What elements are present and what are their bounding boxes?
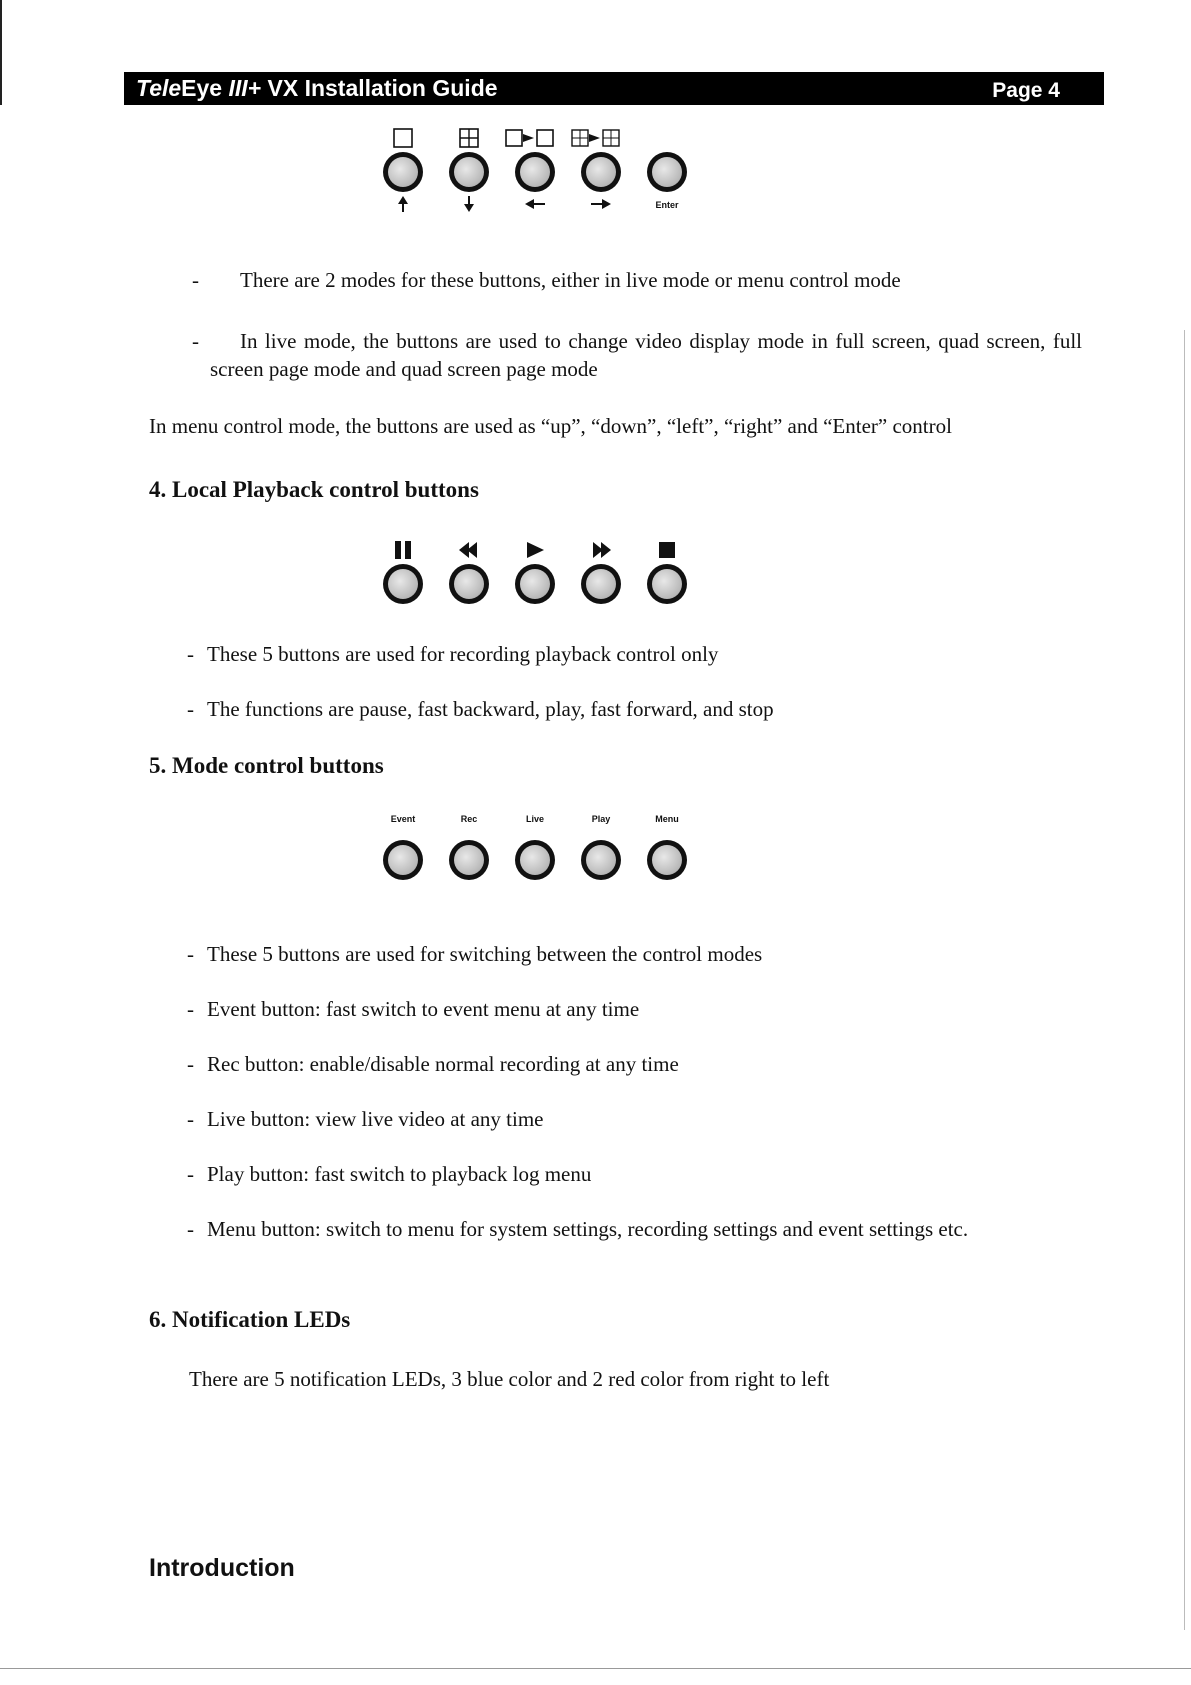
nav-button-up[interactable]: [370, 124, 436, 216]
bullet-text: Rec button: enable/disable normal recording at any time: [207, 1052, 679, 1076]
list-item: - Event button: fast switch to event menu at any time: [187, 997, 640, 1021]
quad-screen-icon: [457, 124, 481, 152]
round-button[interactable]: [449, 152, 489, 192]
round-button[interactable]: [383, 152, 423, 192]
round-button[interactable]: [581, 564, 621, 604]
menu-button[interactable]: [634, 812, 700, 880]
section-heading-playback: 4. Local Playback control buttons: [149, 477, 479, 502]
page-bottom-rule: [0, 1668, 1191, 1669]
arrow-up-icon: [395, 192, 411, 216]
bullet-text: Event button: fast switch to event menu at any time: [207, 997, 640, 1021]
bullet-text: The functions are pause, fast backward, play, fast forward, and stop: [207, 697, 774, 721]
list-item: - These 5 buttons are used for switching between the control modes: [187, 942, 763, 966]
enter-label: Enter: [655, 200, 679, 210]
bullet-text: In live mode, the buttons are used to change video display mode in full screen, quad screen, full screen page mode and quad screen page mode: [210, 329, 1082, 381]
rec-button[interactable]: [436, 812, 502, 880]
round-button[interactable]: [449, 840, 489, 880]
bullet-text: Play button: fast switch to playback log menu: [207, 1162, 592, 1186]
footer-section-name: Introduction: [149, 1554, 295, 1582]
play-label: Play: [591, 814, 611, 824]
nav-button-down[interactable]: [436, 124, 502, 216]
round-button[interactable]: [581, 152, 621, 192]
fast-backward-button[interactable]: [436, 536, 502, 604]
live-button[interactable]: [502, 812, 568, 880]
fast-forward-icon: [590, 536, 612, 564]
playback-button-row: [370, 536, 700, 604]
bullet-text: These 5 buttons are used for recording playback control only: [207, 642, 719, 666]
title-italic: Tele: [136, 75, 182, 101]
round-button[interactable]: [515, 564, 555, 604]
title-roman: III+: [228, 75, 262, 101]
round-button[interactable]: [515, 152, 555, 192]
quad-screen-page-icon: [569, 124, 633, 152]
leds-description: There are 5 notification LEDs, 3 blue color and 2 red color from right to left: [189, 1367, 830, 1391]
page-number: Page 4: [992, 79, 1060, 102]
nav-button-row: [370, 124, 700, 216]
round-button[interactable]: [647, 564, 687, 604]
fast-forward-button[interactable]: [568, 536, 634, 604]
list-item: - The functions are pause, fast backward, play, fast forward, and stop: [187, 697, 774, 721]
round-button[interactable]: [515, 840, 555, 880]
page-edge-left: [0, 0, 2, 105]
arrow-down-icon: [461, 192, 477, 216]
play-mode-button[interactable]: [568, 812, 634, 880]
section-heading-leds: 6. Notification LEDs: [149, 1307, 351, 1332]
pause-button[interactable]: [370, 536, 436, 604]
arrow-left-icon: [524, 192, 546, 216]
arrow-right-icon: [590, 192, 612, 216]
menu-label: Menu: [655, 814, 679, 824]
header-bar: [124, 72, 1104, 105]
round-button[interactable]: [383, 840, 423, 880]
title-mid: Eye: [181, 75, 229, 101]
menu-control-note: In menu control mode, the buttons are used as “up”, “down”, “left”, “right” and “Enter” control: [149, 414, 952, 438]
full-screen-icon: [391, 124, 415, 152]
nav-button-left[interactable]: [502, 124, 568, 216]
play-button[interactable]: [502, 536, 568, 604]
list-item: - There are 2 modes for these buttons, either in live mode or menu control mode: [192, 268, 901, 292]
event-button[interactable]: [370, 812, 436, 880]
list-item: - Rec button: enable/disable normal recording at any time: [187, 1052, 679, 1076]
round-button[interactable]: [647, 840, 687, 880]
rec-label: Rec: [460, 814, 478, 824]
round-button[interactable]: [581, 840, 621, 880]
list-item: - Live button: view live video at any time: [187, 1107, 544, 1131]
bullet-text: There are 2 modes for these buttons, either in live mode or menu control mode: [240, 268, 901, 292]
bullet-text: Menu button: switch to menu for system settings, recording settings and event settings etc.: [207, 1217, 969, 1241]
page-edge-right: [1184, 330, 1185, 1630]
list-item: - Play button: fast switch to playback log menu: [187, 1162, 592, 1186]
stop-icon: [656, 536, 678, 564]
bullet-text: These 5 buttons are used for switching between the control modes: [207, 942, 763, 966]
stop-button[interactable]: [634, 536, 700, 604]
event-label: Event: [390, 814, 416, 824]
list-item: - Menu button: switch to menu for system settings, recording settings and event settings etc.: [187, 1217, 969, 1241]
round-button[interactable]: [383, 564, 423, 604]
nav-button-enter[interactable]: [634, 124, 700, 216]
bullet-text: Live button: view live video at any time: [207, 1107, 544, 1131]
list-item: - In live mode, the buttons are used to change video display mode in full screen, quad screen, full screen page mode and quad screen page mode: [192, 329, 1082, 381]
round-button[interactable]: [647, 152, 687, 192]
section-heading-mode: 5. Mode control buttons: [149, 753, 384, 778]
title-rest: VX Installation Guide: [261, 75, 498, 101]
full-screen-page-icon: [503, 124, 567, 152]
mode-button-row: [370, 812, 700, 880]
fast-backward-icon: [458, 536, 480, 564]
nav-button-right[interactable]: [568, 124, 634, 216]
round-button[interactable]: [449, 564, 489, 604]
pause-icon: [392, 536, 414, 564]
live-label: Live: [525, 814, 544, 824]
list-item: - These 5 buttons are used for recording playback control only: [187, 642, 719, 666]
play-icon: [524, 536, 546, 564]
document-title: [136, 75, 498, 102]
